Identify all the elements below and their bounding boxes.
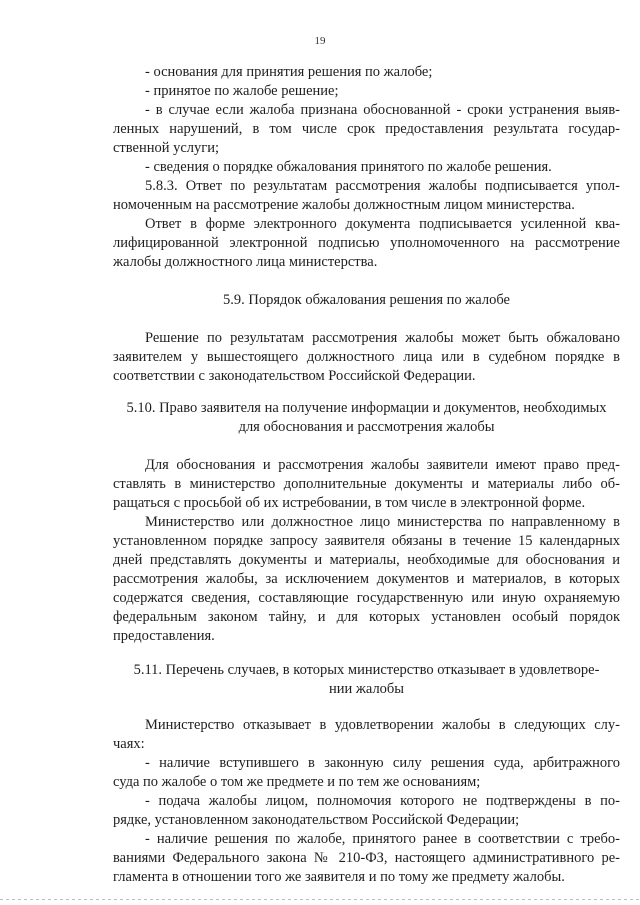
section-heading-5-10-cont: для обоснования и рассмотрения жалобы xyxy=(238,419,495,435)
text-line: - принятое по жалобе решение; xyxy=(145,83,339,99)
text-line: Ответ в форме электронного документа подписывается усиленной ква- xyxy=(145,216,620,232)
text-line: Министерство или должностное лицо министерства по направленному в xyxy=(145,514,620,530)
text-line: - основания для принятия решения по жалобе; xyxy=(145,64,433,80)
scan-bottom-edge xyxy=(0,899,640,900)
text-line: содержатся сведения, составляющие государственную или иную охраняемую xyxy=(113,590,620,606)
text-line: - подача жалобы лицом, полномочия которого не подтверждены в по- xyxy=(145,793,620,809)
text-line: суда по жалобе о том же предмете и по тем же основаниям; xyxy=(113,774,481,790)
text-line: номоченным на рассмотрение жалобы должностным лицом министерства. xyxy=(113,197,575,213)
text-line: - сведения о порядке обжалования принятого по жалобе решения. xyxy=(145,159,552,175)
text-line: - в случае если жалоба признана обоснованной - сроки устранения выяв- xyxy=(145,102,620,118)
text-line: жалобы должностного лица министерства. xyxy=(113,254,378,270)
section-heading-5-10: 5.10. Право заявителя на получение информации и документов, необходимых xyxy=(126,400,607,416)
text-line: Министерство отказывает в удовлетворении жалобы в следующих слу- xyxy=(145,717,620,733)
text-line: ставлять в министерство дополнительные документы и материалы либо об- xyxy=(113,476,620,492)
text-line: ваниями Федерального закона № 210-ФЗ, настоящего административного ре- xyxy=(113,850,620,866)
text-line: ленных нарушений, в том числе срок предоставления результата государ- xyxy=(113,121,620,137)
text-line: рассмотрения жалобы, за исключением документов и материалов, в которых xyxy=(113,571,620,587)
text-line: - наличие решения по жалобе, принятого ранее в соответствии с требо- xyxy=(145,831,620,847)
text-line: - наличие вступившего в законную силу решения суда, арбитражного xyxy=(145,755,620,771)
text-line: заявителем у вышестоящего должностного лица или в судебном порядке в xyxy=(113,349,620,365)
text-line: Для обоснования и рассмотрения жалобы заявители имеют право пред- xyxy=(145,457,620,473)
section-heading-5-11-cont: нии жалобы xyxy=(328,681,405,697)
text-line: федеральным законом тайну, и для которых установлен особый порядок xyxy=(113,609,620,625)
text-line: лифицированной электронной подписью уполномоченного на рассмотрение xyxy=(113,235,620,251)
text-line: предоставления. xyxy=(113,628,215,644)
text-line: гламента в отношении того же заявителя и по тому же предмету жалобы. xyxy=(113,869,565,885)
text-line: ственной услуги; xyxy=(113,140,220,156)
page-number: 19 xyxy=(314,35,326,47)
text-line: 5.8.3. Ответ по результатам рассмотрения жалобы подписывается упол- xyxy=(145,178,620,194)
text-line: рядке, установленном законодательством Российской Федерации; xyxy=(113,812,520,828)
text-line: дней представлять документы и материалы, необходимые для обоснования и xyxy=(113,552,620,568)
text-line: установленном порядке запросу заявителя обязаны в течение 15 календарных xyxy=(113,533,620,549)
text-line: ращаться с просьбой об их истребовании, в том числе в электронной форме. xyxy=(113,495,586,511)
section-heading-5-9: 5.9. Порядок обжалования решения по жалобе xyxy=(223,292,510,308)
text-line: соответствии с законодательством Российской Федерации. xyxy=(113,368,476,384)
text-line: Решение по результатам рассмотрения жалобы может быть обжаловано xyxy=(145,330,620,346)
text-line: чаях: xyxy=(113,736,145,752)
section-heading-5-11: 5.11. Перечень случаев, в которых министерство отказывает в удовлетворе- xyxy=(133,662,600,678)
